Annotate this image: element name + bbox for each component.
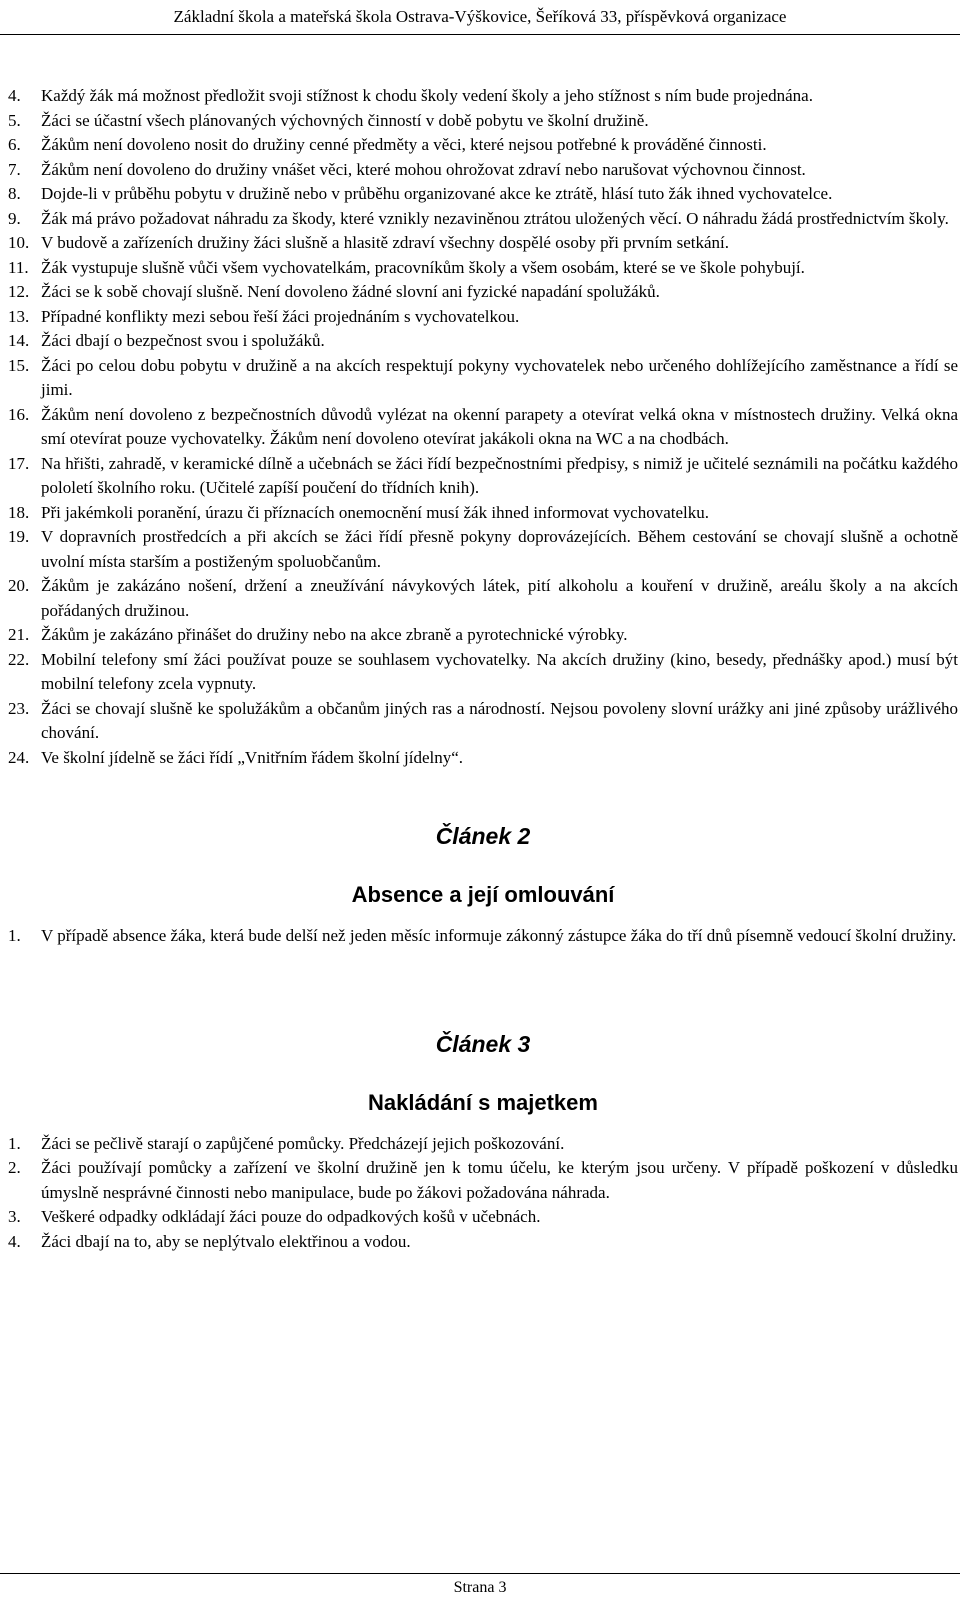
list-item [8, 354, 958, 403]
page-number: Strana 3 [453, 1579, 507, 1596]
item-number: 7. [8, 159, 21, 179]
item-number: 10. [8, 233, 30, 252]
item-number: 14. [8, 331, 30, 350]
item-text: Žákům je zakázáno nošení, držení a zneužívání návykových látek, pití alkoholu a kouření v družině, areálu školy a na akcích pořádaných družinou. [41, 576, 958, 620]
item-text: Žákům není dovoleno z bezpečnostních důvodů vylézat na okenní parapety a otevírat velká okna v místnostech družiny. Velká okna smí otevírat pouze vychovatelky. Žákům není dovoleno otevírat jakákoli okna na WC a na chodbách. [41, 404, 958, 448]
item-number: 6. [8, 135, 21, 154]
property-rules-list [8, 1132, 958, 1255]
list-item [8, 1230, 958, 1255]
item-text: Na hřišti, zahradě, v keramické dílně a učebnách se žáci řídí bezpečnostními předpisy, s nimiž je učitelé seznámili na počátku každého pololetí školního roku. (Učitelé zapíší poučení do třídních knih). [41, 453, 958, 497]
item-number: 19. [8, 527, 30, 546]
item-number: 2. [8, 1158, 21, 1177]
item-text: Dojde-li v průběhu pobytu v družině nebo v průběhu organizované akce ke ztrátě, hlásí tuto žák ihned vychovatelce. [41, 184, 833, 203]
list-item [8, 109, 958, 134]
item-text: Žáci používají pomůcky a zařízení ve školní družině jen k tomu účelu, ke kterým jsou určeny. V případě poškození v důsledku úmyslně nesprávné činnosti nebo manipulace, bude po žákovi požadována náhrada. [41, 1158, 958, 1202]
item-text: Žákům není dovoleno nosit do družiny cenné předměty a věci, které nejsou potřebné k prováděné činnosti. [41, 135, 767, 154]
item-text: Každý žák má možnost předložit svoji stížnost k chodu školy vedení školy a jeho stížnost s ním bude projednána. [41, 86, 813, 105]
item-number: 22. [8, 649, 30, 669]
list-item [8, 231, 958, 256]
list-item [8, 403, 958, 452]
item-number: 15. [8, 355, 30, 375]
item-number: 4. [8, 86, 21, 105]
item-text: Žák má právo požadovat náhradu za škody, které vznikly nezaviněnou ztrátou uložených věcí. O náhradu žádá prostřednictvím školy. [41, 208, 949, 228]
list-item [8, 280, 958, 305]
list-item [8, 746, 958, 771]
item-text: V případě absence žáka, která bude delší než jeden měsíc informuje zákonný zástupce žáka do tří dnů písemně vedoucí školní družiny. [41, 926, 957, 945]
item-number: 8. [8, 184, 21, 203]
document-body [8, 84, 958, 1254]
absence-rules-list [8, 924, 958, 949]
item-number: 5. [8, 110, 21, 130]
item-number: 16. [8, 404, 30, 424]
item-text: Případné konflikty mezi sebou řeší žáci projednáním s vychovatelkou. [41, 306, 520, 326]
item-text: Žákům je zakázáno přinášet do družiny nebo na akce zbraně a pyrotechnické výrobky. [41, 625, 628, 644]
item-text: Žáci se pečlivě starají o zapůjčené pomůcky. Předcházejí jejich poškozování. [41, 1133, 565, 1153]
item-number: 1. [8, 926, 21, 945]
item-number: 20. [8, 576, 30, 595]
item-text: V dopravních prostředcích a při akcích se žáci řídí přesně pokyny doprovázejících. Během cestování se chovají slušně a ochotně uvolní místa starším a postiženým spoluobčanům. [41, 527, 958, 571]
item-text: Při jakémkoli poranění, úrazu či příznacích onemocnění musí žák ihned informovat vychovatelku. [41, 502, 709, 522]
list-item [8, 1156, 958, 1205]
list-item [8, 207, 958, 232]
article-3-subtitle: Nakládání s majetkem [368, 1089, 598, 1115]
list-item [8, 84, 958, 109]
list-item [8, 452, 958, 501]
list-item [8, 182, 958, 207]
article-2-subtitle: Absence a její omlouvání [351, 882, 615, 907]
item-number: 21. [8, 625, 30, 644]
item-number: 23. [8, 698, 30, 718]
item-text: Žáci dbají o bezpečnost svou i spolužáků. [41, 331, 325, 350]
list-item [8, 501, 958, 526]
item-number: 4. [8, 1231, 21, 1251]
item-text: Žákům není dovoleno do družiny vnášet věci, které mohou ohrožovat zdraví nebo narušovat výchovnou činnost. [41, 159, 806, 179]
page-header: Základní škola a mateřská škola Ostrava-Výškovice, Šeříková 33, příspěvková organizace [173, 7, 787, 26]
item-number: 9. [8, 208, 21, 228]
list-item [8, 1132, 958, 1157]
header-divider [0, 34, 960, 35]
item-text: Žáci se k sobě chovají slušně. Není dovoleno žádné slovní ani fyzické napadání spolužáků. [41, 282, 660, 301]
item-number: 1. [8, 1133, 21, 1153]
item-number: 24. [8, 747, 30, 767]
list-item [8, 329, 958, 354]
footer-divider [0, 1573, 960, 1574]
item-text: Žáci se účastní všech plánovaných výchovných činností v době pobytu ve školní družině. [41, 110, 649, 130]
item-text: V budově a zařízeních družiny žáci slušně a hlasitě zdraví všechny dospělé osoby při prvním setkání. [41, 233, 729, 252]
article-3-title: Článek 3 [435, 1030, 531, 1057]
item-number: 17. [8, 453, 30, 473]
article-2-title: Článek 2 [435, 823, 531, 849]
list-item [8, 158, 958, 183]
list-item [8, 256, 958, 281]
item-text: Žáci dbají na to, aby se neplýtvalo elektřinou a vodou. [41, 1231, 411, 1251]
item-number: 3. [8, 1207, 21, 1226]
item-number: 18. [8, 502, 30, 522]
item-text: Žáci po celou dobu pobytu v družině a na akcích respektují pokyny vychovatelek nebo určeného dohlížejícího zaměstnance a řídí se jimi. [41, 355, 958, 399]
list-item [8, 1205, 958, 1230]
list-item [8, 574, 958, 623]
list-item [8, 623, 958, 648]
list-item [8, 924, 958, 949]
item-text: Ve školní jídelně se žáci řídí „Vnitřním řádem školní jídelny“. [41, 747, 464, 767]
item-text: Veškeré odpadky odkládají žáci pouze do odpadkových košů v učebnách. [41, 1207, 541, 1226]
list-item [8, 697, 958, 746]
item-text: Žáci se chovají slušně ke spolužákům a občanům jiných ras a národností. Nejsou povoleny slovní urážky ani jiné způsoby urážlivého chování. [41, 698, 958, 742]
item-number: 12. [8, 282, 30, 301]
list-item [8, 525, 958, 574]
item-text: Mobilní telefony smí žáci používat pouze se souhlasem vychovatelky. Na akcích družiny (kino, besedy, přednášky apod.) musí být mobilní telefony zcela vypnuty. [41, 649, 958, 693]
list-item [8, 648, 958, 697]
item-number: 13. [8, 306, 30, 326]
list-item [8, 133, 958, 158]
item-text: Žák vystupuje slušně vůči všem vychovatelkám, pracovníkům školy a všem osobám, které se ve škole pohybují. [41, 257, 805, 277]
item-number: 11. [8, 257, 29, 277]
list-item [8, 305, 958, 330]
rules-list [8, 84, 958, 770]
